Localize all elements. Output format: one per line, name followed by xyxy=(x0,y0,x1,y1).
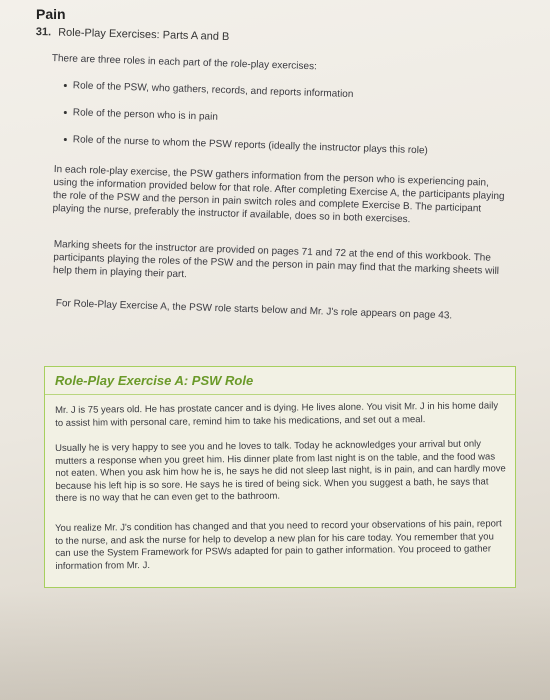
exercise-title xyxy=(36,26,230,43)
section-heading: Pain xyxy=(36,6,66,22)
role-item xyxy=(64,80,354,100)
bullet-icon xyxy=(64,84,67,87)
role-label: Role of the nurse to whom the PSW reports (ideally the instructor plays this role) xyxy=(72,134,428,157)
bullet-icon xyxy=(64,138,67,141)
psw-paragraph-situation: Usually he is very happy to see you and he loves to talk. Today he acknowledges your arrival but only mutters a response when you greet him. His dinner plate from last night is on the table, and the food was not eaten. When you ask him how he is, he says he did not sleep last night, is in pain, and can hardly move because his left hip is so sore. He says he is tired of being sick. When you suggest a bath, he says that there is no way that he can even get to the bathroom. xyxy=(55,438,506,504)
psw-paragraph-background: Mr. J is 75 years old. He has prostate cancer and is dying. He lives alone. You visit Mr. J in his home daily to assist him with personal care, remind him to take his medications, and set out a meal. xyxy=(55,400,499,429)
paragraph-instructions: In each role-play exercise, the PSW gathers information from the person who is experiencing pain, using the information provided below for that role. After completing Exercise A, the participants playing the role of the PSW and the person in pain switch roles and complete Exercise B. The participant playing the nurse, preferably the instructor if available, does so in both exercises. xyxy=(52,163,505,226)
psw-paragraph-task: You realize Mr. J's condition has changed and that you need to record your observations of his pain, report to the nurse, and ask the nurse for help to develop a new plan for his care today. You remember that you can use the System Framework for PSWs adapted for pain to gather information. You proceed to gather information from Mr. J. xyxy=(55,518,502,572)
psw-box-title: Role-Play Exercise A: PSW Role xyxy=(55,373,254,388)
psw-role-box xyxy=(44,366,516,588)
paragraph-marking-sheets: Marking sheets for the instructor are provided on pages 71 and 72 at the end of this workbook. The participants playing the roles of the PSW and the person in pain may find that the marking sheets will help them in playing their part. xyxy=(52,238,500,281)
box-divider xyxy=(45,394,515,395)
role-item xyxy=(64,134,428,156)
intro-text: There are three roles in each part of the role-play exercises: xyxy=(51,52,317,73)
exercise-number: 31. xyxy=(35,26,52,39)
exercise-title-text: Role-Play Exercises: Parts A and B xyxy=(58,26,230,44)
role-item xyxy=(64,107,218,123)
role-label: Role of the PSW, who gathers, records, and reports information xyxy=(72,80,354,101)
paragraph-role-start: For Role-Play Exercise A, the PSW role starts below and Mr. J's role appears on page 43. xyxy=(55,297,453,322)
role-label: Role of the person who is in pain xyxy=(72,107,219,123)
bullet-icon xyxy=(64,111,67,114)
page-shadow xyxy=(0,590,550,700)
